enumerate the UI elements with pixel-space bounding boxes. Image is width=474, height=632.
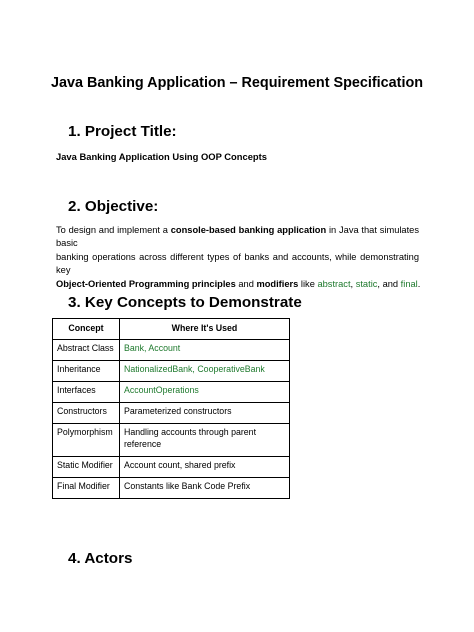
cell-concept: Final Modifier [53, 478, 120, 499]
key-concepts-heading: 3. Key Concepts to Demonstrate [68, 294, 302, 311]
table-row [53, 361, 290, 382]
cell-where-used: Bank, Account [119, 340, 289, 361]
table-row [53, 457, 290, 478]
objective-text-run: , [350, 278, 356, 289]
cell-concept: Abstract Class [53, 340, 120, 361]
objective-paragraph [56, 224, 419, 291]
cell-where-used: NationalizedBank, CooperativeBank [119, 361, 289, 382]
objective-heading: 2. Objective: [68, 198, 159, 215]
table-row [53, 424, 290, 457]
key-concepts-table [52, 318, 290, 499]
table-row [53, 340, 290, 361]
cell-where-used: AccountOperations [119, 382, 289, 403]
cell-concept: Interfaces [53, 382, 120, 403]
table-header-row [53, 319, 290, 340]
cell-concept: Inheritance [53, 361, 120, 382]
keyword-abstract: abstract [317, 278, 351, 289]
objective-bold-run: Object-Oriented Programming principles [56, 278, 236, 289]
header-where-used: Where It's Used [119, 319, 289, 340]
project-title-heading: 1. Project Title: [68, 123, 177, 140]
keyword-final: final [400, 278, 418, 289]
table-row [53, 478, 290, 499]
cell-concept: Constructors [53, 403, 120, 424]
table-row [53, 403, 290, 424]
cell-where-used: Parameterized constructors [119, 403, 289, 424]
objective-line-2: banking operations across different types of banks and accounts, while demonstrating key [56, 251, 419, 276]
objective-bold-run: modifiers [256, 278, 299, 289]
cell-where-used: Account count, shared prefix [119, 457, 289, 478]
objective-bold-run: console-based banking application [170, 225, 327, 235]
project-title-value: Java Banking Application Using OOP Concepts [56, 151, 267, 162]
cell-concept: Polymorphism [53, 424, 120, 457]
keyword-static: static [355, 278, 378, 289]
objective-text-run: and [235, 278, 257, 289]
document-title: Java Banking Application – Requirement Specification [50, 75, 424, 91]
objective-text-run: . [417, 278, 421, 289]
objective-text-run: , and [377, 278, 401, 289]
header-concept: Concept [53, 319, 120, 340]
cell-where-used: Handling accounts through parent reference [119, 424, 289, 457]
objective-text-run: like [298, 278, 318, 289]
objective-text-run: in Java that simulates basic [56, 225, 419, 249]
objective-line-3 [56, 278, 419, 291]
objective-line-1 [56, 224, 419, 251]
cell-where-used: Constants like Bank Code Prefix [119, 478, 289, 499]
cell-concept: Static Modifier [53, 457, 120, 478]
actors-heading: 4. Actors [68, 550, 133, 567]
objective-text-run: To design and implement a [56, 225, 171, 235]
table-row [53, 382, 290, 403]
